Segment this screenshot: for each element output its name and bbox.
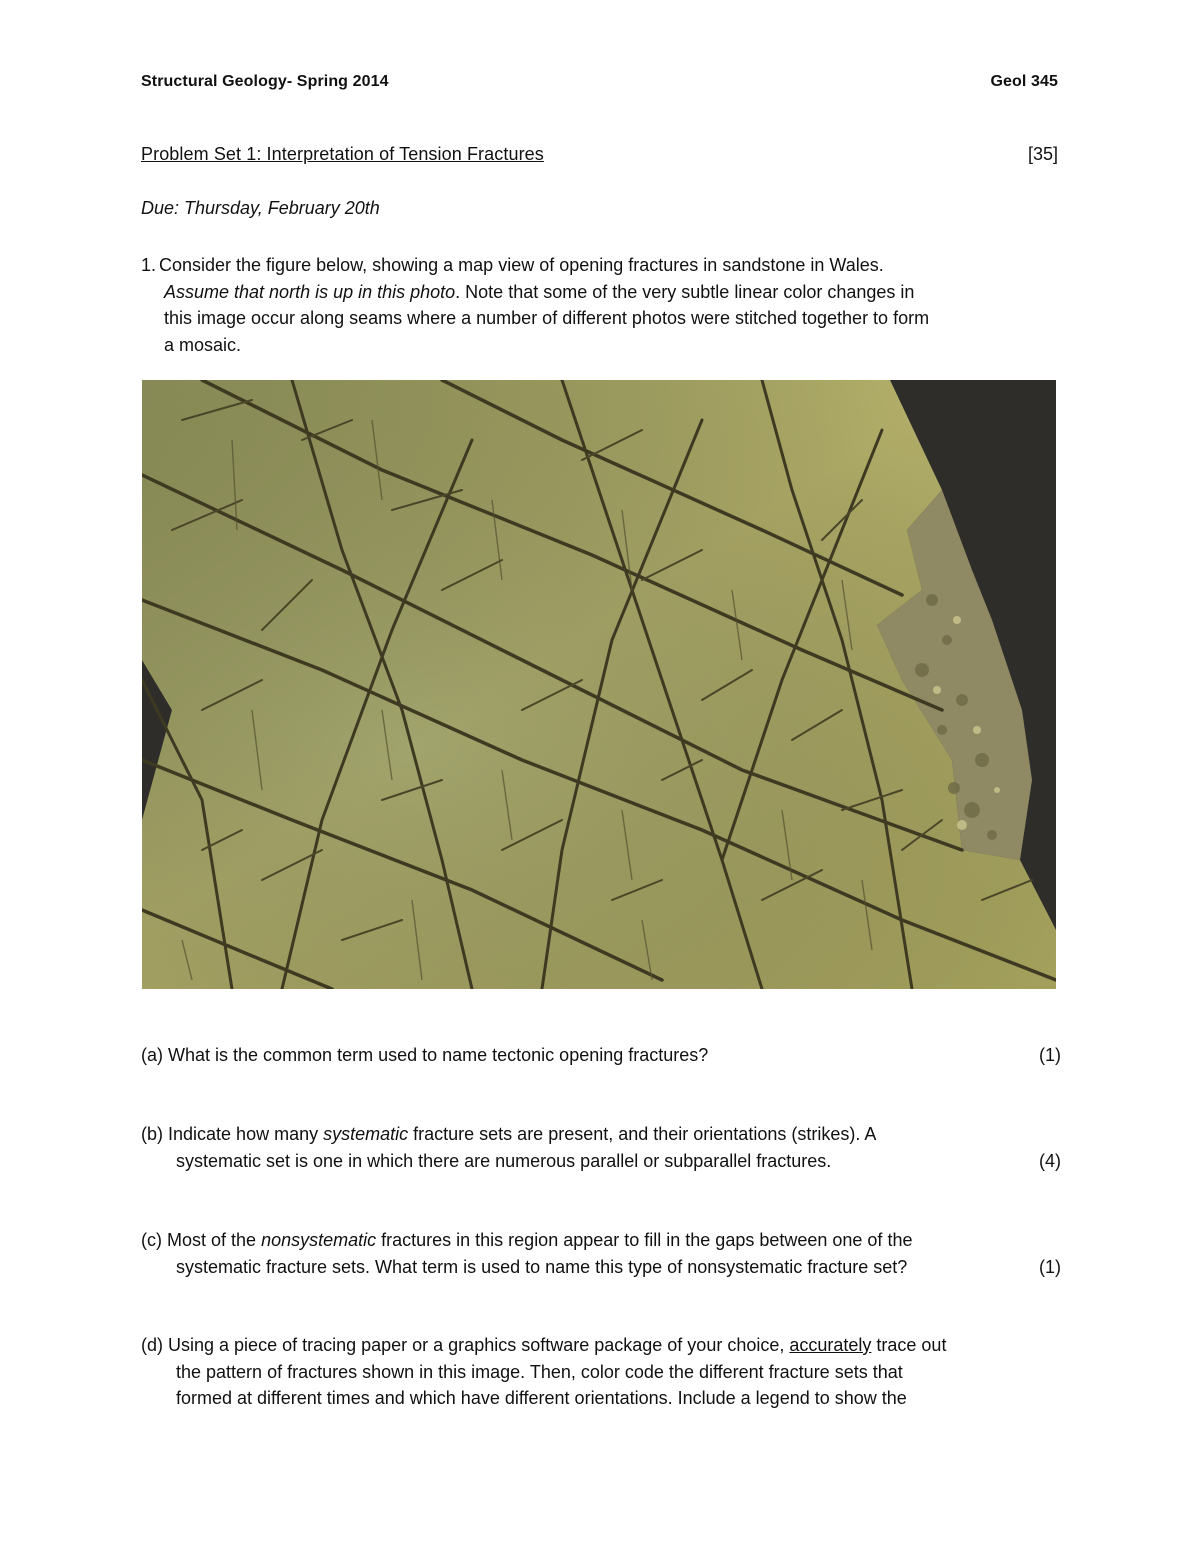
- question-c-points: (1): [1039, 1256, 1061, 1277]
- question-a: [141, 1042, 1061, 1069]
- question-a-label: (a): [141, 1045, 163, 1065]
- question-d-line-3: formed at different times and which have different orientations. Include a legend to show the: [176, 1388, 907, 1408]
- problem-set-title: Problem Set 1: Interpretation of Tension Fractures: [141, 144, 544, 164]
- question-1-line-1: Consider the figure below, showing a map view of opening fractures in sandstone in Wales.: [159, 255, 884, 275]
- fractured-sandstone-photo-icon: [142, 380, 1056, 989]
- question-b-points: (4): [1039, 1150, 1061, 1171]
- question-1: [141, 252, 1066, 358]
- course-header: Structural Geology- Spring 2014: [141, 73, 389, 90]
- question-b: (b) Indicate how many systematic fracture sets are present, and their orientations (strikes). A systematic set is one in which there are numerous parallel or subparallel fractures. (4): [141, 1121, 1061, 1174]
- total-points: [35]: [1027, 144, 1058, 164]
- course-code: Geol 345: [990, 73, 1058, 90]
- question-number: 1.: [141, 255, 157, 275]
- due-date: Due: Thursday, February 20th: [141, 198, 380, 218]
- question-c-label: (c): [141, 1230, 162, 1250]
- systematic-term: systematic: [323, 1124, 409, 1144]
- question-d-line-2: the pattern of fractures shown in this image. Then, color code the different fracture sets that: [176, 1361, 903, 1382]
- question-d-label: (d): [141, 1335, 163, 1355]
- question-1-line-2: Assume that north is up in this photo. Note that some of the very subtle linear color changes in: [164, 281, 915, 302]
- fracture-photo: [142, 380, 1056, 989]
- question-1-line-3: this image occur along seams where a number of different photos were stitched together to form: [164, 308, 930, 328]
- question-d: (d) Using a piece of tracing paper or a graphics software package of your choice, accurately trace out the pattern of fractures shown in this image. Then, color code the different fracture sets that formed at different times and which have different orientations. Include a legend to show the: [141, 1335, 947, 1408]
- north-assumption: Assume that north is up in this photo: [164, 281, 456, 302]
- nonsystematic-term: nonsystematic: [261, 1230, 377, 1250]
- question-b-label: (b): [141, 1124, 163, 1144]
- question-c-line-2: systematic fracture sets. What term is used to name this type of nonsystematic fracture set?: [176, 1256, 908, 1277]
- question-c: (c) Most of the nonsystematic fractures in this region appear to fill in the gaps between one of the systematic fracture sets. What term is used to name this type of nonsystematic fracture set? (1): [141, 1227, 1061, 1280]
- question-b-line-2: systematic set is one in which there are numerous parallel or subparallel fractures.: [176, 1150, 832, 1171]
- question-1-line-4: a mosaic.: [164, 334, 242, 355]
- question-a-points: (1): [1039, 1045, 1061, 1065]
- accurately-term: accurately: [789, 1335, 872, 1355]
- question-a-text: What is the common term used to name tectonic opening fractures?: [168, 1045, 709, 1065]
